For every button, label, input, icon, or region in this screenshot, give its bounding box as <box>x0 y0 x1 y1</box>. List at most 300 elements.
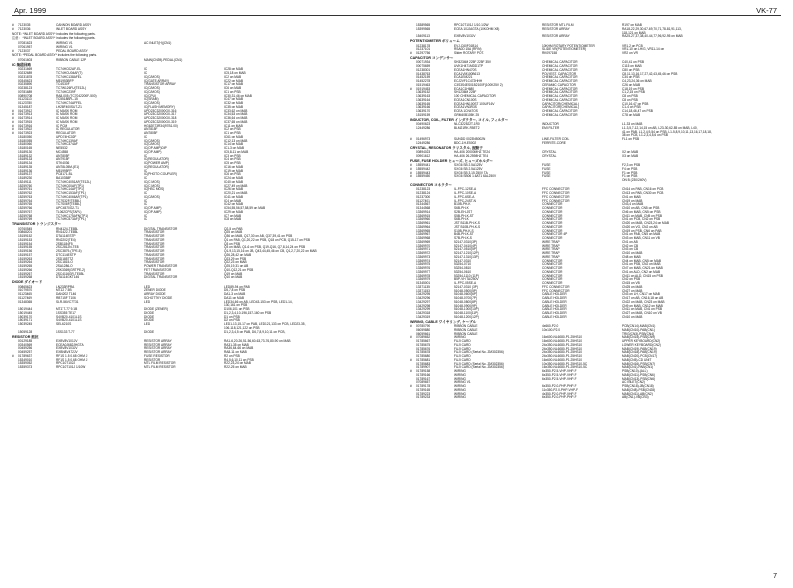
part-name: 1SS133 T-77 <box>56 329 75 334</box>
part-location: R2 on PSB <box>224 353 240 358</box>
part-description: WIRE TRAP <box>542 243 560 248</box>
part-number: 15039170 <box>18 314 33 319</box>
safety-mark: # <box>12 26 14 31</box>
part-number: 15189133 <box>18 157 33 162</box>
part-description <box>542 179 622 183</box>
part-number: 00490623 <box>416 122 431 127</box>
part-description <box>144 50 224 54</box>
part-name: EXBV8V101JV <box>56 338 78 343</box>
part-number: 01452159 <box>416 75 431 80</box>
part-number: 15019444 <box>18 307 33 312</box>
part-description: IC(CPU) <box>144 93 157 98</box>
part-name: JST B11B-PH-K-S <box>454 221 480 226</box>
part-name: UPC4570G2-T1 <box>56 206 79 211</box>
part-name: ECA1VM100B613 <box>454 71 480 76</box>
part-number: 15189134 <box>18 161 33 166</box>
part-name: TC7W126FU(TE12L) <box>56 86 87 91</box>
part-location: Q2-5 on PAB <box>224 226 243 231</box>
part-location: L1-3,5,7-12,14,15 on AB, L23-30,62-85 on MAB, L40, <box>622 125 698 130</box>
part-location: D1,2,3,4,10-196,157-160 on PSB <box>224 310 272 315</box>
part-name: 51048-0600(6P) <box>454 292 478 297</box>
part-number: 00865623 <box>18 284 33 289</box>
part-location: Q10-Q12,21 on PSB <box>224 267 254 272</box>
header-rule <box>12 15 781 16</box>
part-name: 51048-0900(9P) <box>454 303 478 308</box>
part-description: RESISTOR MTL FILM <box>542 23 574 27</box>
part-location: CN3 on CB <box>622 247 639 252</box>
part-location: C1,2,15 on PSB <box>622 90 645 95</box>
part-location: IC2 on MAB <box>224 74 242 79</box>
part-location: D1 on PSB <box>224 314 240 319</box>
part-description: CONNECTOR <box>542 209 563 214</box>
part-number: 13369967 <box>416 232 431 237</box>
part-number: 13429296 <box>416 296 431 301</box>
part-location: Q36 on MAB, Q17,30 on AB, Q37,39,41 on PSB <box>224 234 293 239</box>
part-number: 13639163 <box>416 94 431 99</box>
part-description: MAIN(CN39)-PEDAL(CN1) <box>144 58 183 62</box>
part-description: CAPACITOR(CHEMICAL) <box>542 101 579 106</box>
part-name: IL-FPC-05SE-A <box>454 281 477 286</box>
part-number: 13369968 <box>416 236 431 241</box>
part-number: 07061957 <box>18 44 33 49</box>
part-number: 15159152 <box>18 234 33 239</box>
part-number: 15159265 <box>18 264 33 269</box>
part-location: CN3,4 on MAB <box>622 202 644 207</box>
part-location: Q1 on PAB, Q1,20,22 on PSB, Q18 on PCB, Q15-17 on PSB <box>224 237 311 242</box>
part-location: IC30,31,46 on MAB <box>224 93 252 98</box>
part-location: CN4 on MAB, CN5 on MAB <box>622 258 661 263</box>
part-name: RIBBON CABLE 12P <box>56 58 87 62</box>
part-description: IC(POWER AMP) <box>144 161 169 166</box>
part-location: MAB(CN1)-PAB(CN1) <box>622 365 654 370</box>
part-location: MAB(CN10)-PAB(CN1) <box>622 327 655 332</box>
part-number: 00071934 <box>416 60 431 65</box>
part-number: 15349010 <box>18 357 33 362</box>
part-description: IC <box>144 191 148 196</box>
part-location: C10,16,47 on PSB <box>622 101 649 106</box>
part-name <box>454 179 542 183</box>
part-name: FUJI CARD <box>454 339 471 344</box>
part-number: 00238123 <box>18 86 33 91</box>
part-description: CONNECTOR <box>542 262 563 267</box>
part-location: CN11 on MAB, CN5 on PSB <box>622 213 662 218</box>
part-number: 13369975 <box>416 262 431 267</box>
part-description: CABLE HOLDER <box>542 296 567 301</box>
part-name: IL-FPC-24ST-N <box>454 198 476 203</box>
part-description: CONNECTOR <box>542 217 563 222</box>
part-name: UVK1H471MDD1TP <box>454 64 484 69</box>
part-number: 01496973 <box>416 137 431 142</box>
part-number: 13429295 <box>416 292 431 297</box>
part-number: 13369970 <box>416 243 431 248</box>
part-number: 13369974 <box>416 258 431 263</box>
part-description: FFC CONNECTOR <box>542 191 570 196</box>
part-number: 01123780 <box>18 101 32 106</box>
part-location: LED34-66 on AB, LED43-153 on PSB, LED1-14, <box>224 299 293 304</box>
part-name: ECEA0J682JHGTA <box>56 342 84 347</box>
part-description: FERRITE-CORE <box>542 140 566 145</box>
part-name: ECJ2VF1C472HHH <box>454 79 483 84</box>
part-description: CONNECTOR <box>542 228 563 233</box>
part-description: AN7805F <box>144 131 158 136</box>
part-location: RA1-6,20-26,51-56,60-63,73-76,80-90 on MAB <box>224 338 291 343</box>
part-location: R4,5,6,10,11 on PSB <box>224 357 254 362</box>
part-number: 13369961 <box>416 221 431 226</box>
part-name: FUJI CARD <box>454 357 471 362</box>
part-description: IC(C/MOS) <box>144 194 160 199</box>
part-name: 51048-1200(12P) <box>454 314 479 319</box>
part-name: SXG6 SB 2.5A125V <box>454 166 483 171</box>
part-number: 01673914 <box>18 116 33 121</box>
part-name: 51048-0700(7P) <box>454 296 478 301</box>
part-name: IL-FPC-10SE-A <box>454 191 477 196</box>
part-description: TRANSISTOR <box>144 260 165 265</box>
part-description: EMI FILTER <box>542 125 560 130</box>
part-location: IC36,64 on MAB <box>224 116 248 121</box>
part-name: HA-406 20000MHZ TE24 <box>454 150 490 155</box>
part-name: NE5532 <box>56 146 68 151</box>
part-description: DIODE <box>144 318 155 323</box>
part-number: 13369965 <box>416 228 431 233</box>
part-name: TC74HC138AFEL <box>56 74 82 79</box>
part-name: NLC322522T-1R0 <box>454 122 480 127</box>
part-name: MTZJ 7.5B <box>56 288 72 293</box>
part-location <box>224 59 382 63</box>
part-location: Q1-9,13,15,16 on JB, Q43,44,45,46 on CB, Q1,2,7,20,22 on MAB <box>224 249 317 254</box>
parts-row <box>12 218 382 222</box>
part-description: IC(C/MOS) <box>144 74 160 79</box>
part-location: IC34,63 on MAB <box>224 112 248 117</box>
part-number: 00340569 <box>18 342 33 347</box>
header-model: VK-77 <box>756 6 777 15</box>
part-description: 6x350-P2.5-VHP-VHP-F <box>542 372 577 377</box>
part-location: IC7 on MAB <box>224 213 242 218</box>
part-description: CHEMICAL CAPACITOR <box>542 97 578 102</box>
part-location: D1,2,3,4,5 on PAB, D6,7,8,9,10,11 on PCB, <box>224 329 286 334</box>
part-description: 6x350-P2.0-PHP-PHP-F <box>542 395 577 400</box>
part-name: UPD74HC02F <box>56 134 77 139</box>
part-number: 15159264 <box>18 260 33 265</box>
part-location: CN25 on MAB <box>622 284 643 289</box>
part-description: IC(C/MOS) <box>144 89 160 94</box>
part-description: DIODE (ZENER) <box>144 307 168 312</box>
part-name: SH3234M 225F 225F 35V <box>454 60 492 65</box>
part-description: MTL FILM RESISTOR <box>144 361 176 366</box>
safety-mark: # <box>12 123 14 128</box>
part-name: 2SC1815-O <box>56 260 73 265</box>
part-name: RN2202(TE4) <box>56 237 76 242</box>
part-name: INLET BOARD ASSY <box>56 26 87 31</box>
part-name: PC8171-BL <box>56 172 73 177</box>
part-number: 01789178 <box>416 384 431 389</box>
part-location: C18,19 on PSB <box>622 86 644 91</box>
part-location: CN20 on MAB, CN23,24 on MAB <box>622 221 669 226</box>
part-number: 15259764 <box>18 198 33 203</box>
part-location: IC5 on PSB <box>224 161 241 166</box>
part-description: 10KHM ROTARY POTENTIOMETER <box>542 43 595 48</box>
part-location: 41 on PAB, L1,2,4,9-54 on PSB, L1-5,8,9,10,11,13,16,17,18,18, <box>622 129 712 134</box>
part-location: MAB(CN15)-PSB(CN9) <box>622 335 656 340</box>
part-description: 6x350-P2.5-VHP-VHP-F <box>542 369 577 374</box>
part-description: RESISTOR ARRAY <box>144 346 172 351</box>
part-name: MC4558 <box>56 149 69 154</box>
part-description: TRANSISTOR <box>144 271 165 276</box>
part-location: D106,101 on PSB <box>224 307 250 312</box>
part-number: 13639164 <box>416 97 431 102</box>
part-description: UPD23C32000GX-316 <box>144 108 177 113</box>
part-number: 01673922 <box>18 127 33 132</box>
part-description: DIODE <box>144 314 155 319</box>
part-description: 4x350-P2.0-PHP-VHP-F <box>542 391 577 396</box>
part-name: DTA114ESTP <box>56 234 76 239</box>
part-name: 2SC3879-(TPE-5) <box>56 249 82 254</box>
safety-mark: # <box>12 119 14 124</box>
part-number: 00075659 <box>416 64 431 69</box>
part-location: DA11 on MAB <box>224 295 244 300</box>
part-name: WIRING V1 <box>454 380 471 385</box>
safety-mark: # <box>410 51 412 56</box>
part-description: ARRAY DIODE <box>144 292 166 297</box>
part-name: ECEA1VN3R3S <box>454 105 477 110</box>
part-location: CN7 on MAB, CN21 on MAB <box>622 266 663 271</box>
part-number: 15359373 <box>18 365 33 370</box>
part-number: 13369915 <box>416 213 431 218</box>
part-description: 16x600-NL6080-P1.25HS10 <box>542 335 583 340</box>
part-number: 15259761 <box>18 187 33 192</box>
part-name: IC REGULATOR <box>56 127 80 132</box>
part-name: 52147-0410(4P) <box>454 243 478 248</box>
part-name: SXG6 SB 3.15 250V TA <box>454 170 488 175</box>
part-number: 15259763 <box>18 194 33 199</box>
part-name: IC PCM <box>56 123 68 128</box>
part-location: MAB(CN8)-PSB(CN28) <box>622 387 656 392</box>
part-description: IC(REGULATOR) <box>144 164 169 169</box>
part-name: 2SD1857TZ <box>56 256 74 261</box>
part-name: TC74HC74AFFEL <box>56 101 82 106</box>
part-name: TC7S08F(TE85L) <box>56 202 82 207</box>
part-number: 01673915 <box>18 119 33 124</box>
part-description: CABLE HOLDER <box>542 314 567 319</box>
part-description: RK097158 <box>542 51 558 56</box>
part-description: TRANSISTOR <box>144 230 165 235</box>
part-name: SH1236M 225F <box>454 90 477 95</box>
part-location: AC INLET(CN2) <box>622 380 645 385</box>
part-description: CONNECTOR <box>542 277 563 282</box>
section-heading: CONNECTOR コネクター <box>410 183 452 188</box>
part-number: 01785681 <box>416 357 431 362</box>
part-location: PSB(CN10)-(ALL) <box>622 369 648 374</box>
part-description: CHEMICAL CAPACITOR <box>542 94 578 99</box>
part-location: ON B (230/240V) <box>622 178 647 183</box>
part-location: CN1 on MAB <box>622 194 641 199</box>
part-description: 24x350-NL6080-P1.25HS10 <box>542 342 583 347</box>
part-number: 15189136 <box>18 168 33 173</box>
header-date: Apr. 1999 <box>14 6 47 15</box>
part-name: BA10358F <box>56 176 72 181</box>
parts-row <box>410 114 780 118</box>
part-location: IC28 on MAB <box>224 67 243 72</box>
part-name: 52147-1310(13P) <box>454 254 479 259</box>
part-description: CABLE HOLDER <box>542 303 567 308</box>
part-description: AC INLET(H)(CN1) <box>144 41 172 45</box>
part-number: 01673913 <box>18 112 33 117</box>
right-column <box>410 24 780 400</box>
parts-row <box>410 396 780 400</box>
part-name: BDC-1H-E5002 <box>454 140 477 145</box>
part-location: F1 on PSB <box>622 170 638 175</box>
part-name: Slider ROTARY POT. <box>454 51 484 56</box>
part-location: CN10 on MAB <box>622 251 643 256</box>
part-number: 01673923 <box>18 131 33 136</box>
part-number: 01919453 <box>416 86 431 91</box>
part-description: 24x350-NL6080-P1.25HS10 <box>542 346 583 351</box>
part-description: SLIDE VR(POTENTIOMETER) <box>542 47 587 52</box>
part-description: IC <box>144 213 148 218</box>
part-description: IC <box>144 134 148 139</box>
part-location: Q23,29 on PSB <box>224 256 247 261</box>
safety-mark: # <box>410 86 412 91</box>
part-name: RIBBON CABLE <box>454 324 478 329</box>
part-number: 15389565 <box>416 23 431 27</box>
section-heading: INDUCTOR, COIL, FILTER インダクター, コイル, フィルター <box>410 117 509 122</box>
part-description: TRANSISTOR <box>144 249 165 254</box>
part-location: CN2 on CB <box>622 243 639 248</box>
part-name: 51048-1100(11P) <box>454 311 479 316</box>
part-number: 15189135 <box>18 164 33 169</box>
part-number: 00231878 <box>18 74 33 79</box>
safety-mark: # <box>410 163 412 168</box>
part-name: RIBBON CABLE <box>454 327 478 332</box>
part-description: FFC CONNECTOR <box>542 284 570 289</box>
section-heading: DIODE ダイオード <box>12 280 43 285</box>
part-description: CABLE HOLDER <box>542 307 567 312</box>
part-number: 00780790 <box>416 324 431 329</box>
part-number: 00781689 <box>18 89 33 94</box>
part-location: CN19 on PSB, CN6 on PAB <box>622 228 662 233</box>
part-number: 00760545 <box>18 226 33 231</box>
part-name: ECA1EM221 <box>454 75 473 80</box>
part-description: WIRE TRAP <box>542 251 560 256</box>
parts-row <box>410 52 780 56</box>
part-description: SCHOTTKY DIODE <box>144 295 173 300</box>
part-location: C8,11,13,16,17,27,42,43,45,46 on PSB <box>622 71 678 76</box>
safety-mark: # <box>410 174 412 179</box>
part-location: CN14 on PAB, CN16 on PCB <box>622 187 664 192</box>
part-name: WIRING <box>454 384 466 389</box>
part-description: 10x100-P2.0 <box>542 327 561 332</box>
part-location <box>224 50 382 54</box>
part-location: IC1 on PSB <box>224 89 241 94</box>
part-location: MAB(CN11)-PSB(CN6) <box>622 372 655 377</box>
part-name: ECEA 10JJAGTA (10KOHM X8) <box>454 26 500 31</box>
part-number: 13369979 <box>416 277 431 282</box>
part-name: FUJI CARD <box>454 342 471 347</box>
part-name: MTZ T-77 9.1B <box>56 307 78 312</box>
part-name: S7B-PH-K-S <box>454 236 472 241</box>
parts-row <box>12 366 382 370</box>
part-name: TC74HC374AF <box>56 142 78 147</box>
part-description: 11x350-P2.0-PHP-VHP-F <box>542 387 579 392</box>
part-description: 6x350-P2.5-VHP-VHP-F <box>542 376 577 381</box>
part-description: IC <box>144 168 148 173</box>
part-description: CONNECTOR <box>542 202 563 207</box>
part-description: TRANSISTOR <box>144 245 165 250</box>
part-number: 15259765 <box>18 202 33 207</box>
part-location: Q19 on MAB <box>224 271 243 276</box>
part-location: IC42 on MAB <box>224 202 243 207</box>
part-name: IC MASK ROM <box>56 119 78 124</box>
part-name: 53254-0810 <box>454 266 472 271</box>
part-number: 7123037 <box>18 48 31 53</box>
part-description: DIODE <box>144 329 155 334</box>
safety-mark: # <box>12 353 14 358</box>
part-number: 00345623 <box>18 78 33 83</box>
page-number: 7 <box>773 573 777 580</box>
part-location: X3 on MAB <box>622 153 639 158</box>
part-location: RA31-35 on MAB <box>224 342 249 347</box>
part-name: CANNON BOARD ASSY <box>56 23 92 27</box>
part-number: 01785675 <box>416 342 431 347</box>
part-number: 15559441 <box>416 163 431 168</box>
part-location: Q22,23 on MAB <box>224 260 247 265</box>
part-number: 01789165 <box>416 387 431 392</box>
part-number: 15559450 <box>416 174 431 179</box>
parts-row <box>12 28 382 32</box>
section-heading: IC 集積回路 <box>12 62 31 67</box>
part-description: IC <box>144 71 148 76</box>
part-location: IC6 on MAB <box>224 86 242 91</box>
part-location: CN1 on ALD, CN2 on MAB <box>622 269 661 274</box>
part-number: 13369973 <box>416 254 431 259</box>
part-description: INDUCTOR <box>542 122 559 127</box>
part-description: CHEMICAL CAPACITOR <box>542 60 578 65</box>
part-description: CONNECTOR <box>542 266 563 271</box>
part-description: 4x660-P2.0 <box>542 324 559 329</box>
part-location: LED1-13,15-17 on PAB, LED121,133 on PCB, LED23-35, <box>224 322 306 327</box>
part-description: TRANSISTOR <box>144 241 165 246</box>
part-location: C1-4 on PSB <box>622 105 641 110</box>
part-name: LH28F400SUT-Z1 <box>56 104 82 109</box>
part-description: POLYEST. CAPACITOR <box>542 71 577 76</box>
part-name: 53254-0610 <box>454 269 472 274</box>
part-name: ECEA1CN100S <box>454 97 477 102</box>
part-description: TRANSISTOR ARRAY <box>144 82 176 87</box>
part-name: RIBBON CABLE <box>454 331 478 336</box>
part-number: 13429297 <box>416 299 431 304</box>
safety-mark: # <box>410 357 412 362</box>
part-location: CN3 on LH, CN17 on MAB <box>622 292 660 297</box>
part-location: VR1-10 on LH/G, VR11-14 on <box>622 47 665 52</box>
part-number: 01789233 <box>416 395 431 400</box>
part-description: IC(PHOTO COUPLER) <box>144 172 177 177</box>
part-number: 15159155 <box>18 245 33 250</box>
part-description: FUSE <box>542 163 551 168</box>
part-description: DIODE <box>144 310 155 315</box>
part-number: 01127469 <box>18 295 32 300</box>
safety-mark: # <box>12 23 14 27</box>
part-number: 00459257 <box>18 350 33 355</box>
part-description: IC(OP AMP)DIP <box>144 146 167 151</box>
part-location: CN6 on MAB, CN5 on PSB <box>622 209 661 214</box>
part-location: IC6 on PSB <box>224 172 241 177</box>
part-name: AN7915F <box>56 157 70 162</box>
part-number: 00129185 <box>18 338 33 343</box>
part-description: CONNECTOR 4P <box>542 232 568 237</box>
part-description: TRANSISTOR <box>144 237 165 242</box>
part-name: WIRING <box>454 376 466 381</box>
part-number: 01789907 <box>416 365 431 370</box>
part-name: 52147-1210(12P) <box>454 251 479 256</box>
